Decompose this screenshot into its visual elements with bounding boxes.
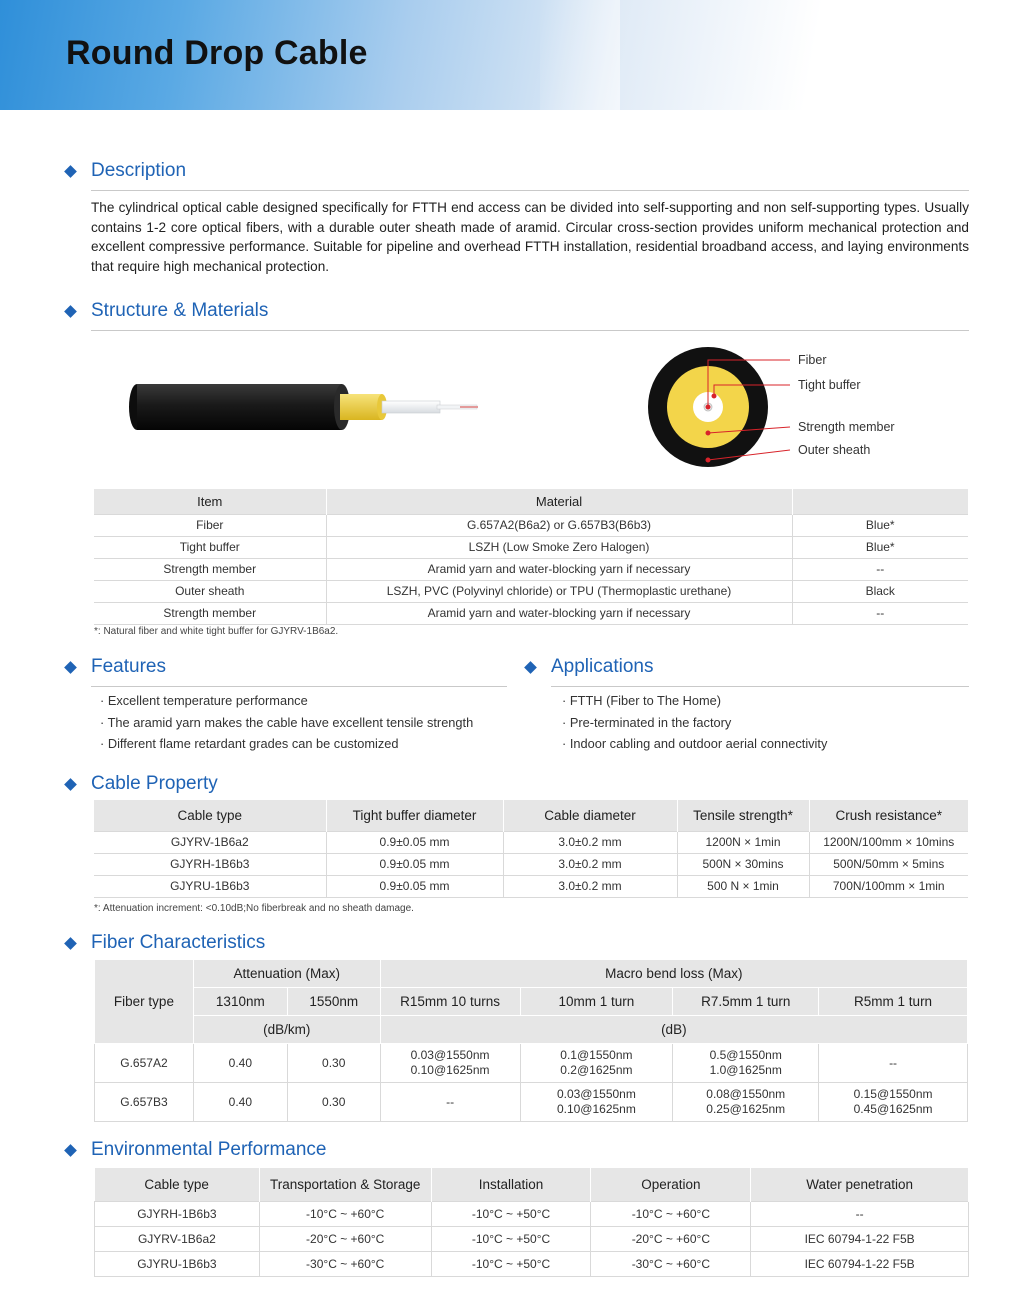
cell-line: 0.2@1625nm <box>560 1063 633 1077</box>
table-cell <box>673 1044 819 1083</box>
header-cell: Fiber type <box>95 960 194 1044</box>
cell-line: 0.03@1550nm <box>410 1048 490 1062</box>
header-cell: Operation <box>591 1168 751 1201</box>
list-item: · FTTH (Fiber to The Home) <box>562 690 827 712</box>
fiber-characteristics-table <box>94 959 968 1122</box>
cell-line: 0.15@1550nm <box>853 1087 933 1101</box>
table-cell: -- <box>792 602 968 624</box>
divider <box>91 190 969 191</box>
cell-line: 0.1@1550nm <box>560 1048 633 1062</box>
table-cell: 3.0±0.2 mm <box>503 831 677 853</box>
header-cell: Installation <box>431 1168 591 1201</box>
cell-line: -- <box>889 1055 898 1070</box>
header-cell: (dB/km) <box>193 1016 380 1044</box>
divider <box>551 686 969 687</box>
table-cell: -10°C ~ +60°C <box>259 1201 431 1226</box>
section-fiber-characteristics <box>66 932 265 954</box>
table-row <box>95 1044 968 1083</box>
table-row <box>94 536 968 558</box>
cell-line: 0.10@1625nm <box>410 1063 490 1077</box>
list-item: · Indoor cabling and outdoor aerial connectivity <box>562 733 827 755</box>
table-cell: Aramid yarn and water-blocking yarn if necessary <box>326 558 792 580</box>
header-cell: 10mm 1 turn <box>520 988 673 1016</box>
section-title: Structure & Materials <box>91 300 269 321</box>
diamond-bullet-icon <box>64 1144 77 1157</box>
diamond-bullet-icon <box>64 661 77 674</box>
table-cell: 0.30 <box>287 1083 380 1122</box>
header-cell: Item <box>94 489 326 514</box>
table-header-row <box>94 489 968 514</box>
table-cell: Aramid yarn and water-blocking yarn if necessary <box>326 602 792 624</box>
divider <box>91 686 507 687</box>
table-cell: Black <box>792 580 968 602</box>
table-cell: Fiber <box>94 514 326 536</box>
section-applications <box>526 656 653 678</box>
table-cell: Strength member <box>94 602 326 624</box>
section-title: Description <box>91 160 187 181</box>
table-cell: 3.0±0.2 mm <box>503 875 677 897</box>
materials-note: *: Natural fiber and white tight buffer for GJYRV-1B6a2. <box>94 626 339 637</box>
table-cell: 700N/100mm × 1min <box>809 875 968 897</box>
diamond-bullet-icon <box>64 937 77 950</box>
cell-line: 0.25@1625nm <box>706 1102 786 1116</box>
table-cell: -10°C ~ +60°C <box>591 1201 751 1226</box>
list-item: · The aramid yarn makes the cable have excellent tensile strength <box>100 712 473 734</box>
table-row <box>94 853 968 875</box>
table-cell: LSZH (Low Smoke Zero Halogen) <box>326 536 792 558</box>
table-cell: Outer sheath <box>94 580 326 602</box>
description-text: The cylindrical optical cable designed specifically for FTTH end access can be divided into self-supporting and non self-supporting types. Usually contains 1-2 core optical fibers, with a durable outer sheath made of aramid. Circular cross-section provides uniform mechanical protection and excellent compressive performance. Suitable for pipeline and overhead FTTH installation, residential broadband access, and laying environments that require high mechanical protection. <box>91 200 969 274</box>
table-cell: GJYRV-1B6a2 <box>95 1226 260 1251</box>
table-cell: 0.9±0.05 mm <box>326 853 503 875</box>
header-cell: Cable type <box>94 800 326 831</box>
table-cell <box>673 1083 819 1122</box>
table-cell: GJYRU-1B6b3 <box>94 875 326 897</box>
header-cell: Cable type <box>95 1168 260 1201</box>
table-cell: G.657A2(B6a2) or G.657B3(B6b3) <box>326 514 792 536</box>
header-cell: Tight buffer diameter <box>326 800 503 831</box>
header-cell: (dB) <box>380 1016 967 1044</box>
table-cell <box>380 1044 520 1083</box>
header-cell: Material <box>326 489 792 514</box>
table-cell: -20°C ~ +60°C <box>259 1226 431 1251</box>
cell-line: 0.03@1550nm <box>556 1087 636 1101</box>
cell-line: -- <box>446 1094 455 1109</box>
section-features <box>66 656 166 678</box>
table-row <box>95 1201 969 1226</box>
table-cell: LSZH, PVC (Polyvinyl chloride) or TPU (Thermoplastic urethane) <box>326 580 792 602</box>
table-cell: -10°C ~ +50°C <box>431 1201 591 1226</box>
table-cell: IEC 60794-1-22 F5B <box>751 1226 969 1251</box>
table-cell <box>819 1044 968 1083</box>
section-structure <box>66 300 268 322</box>
header-cell: Cable diameter <box>503 800 677 831</box>
table-cell: -30°C ~ +60°C <box>259 1251 431 1276</box>
features-list <box>100 690 473 755</box>
table-cell: 500 N × 1min <box>677 875 809 897</box>
header-cell: Tensile strength* <box>677 800 809 831</box>
cell-line: 0.10@1625nm <box>556 1102 636 1116</box>
section-title: Fiber Characteristics <box>91 932 266 953</box>
diamond-bullet-icon <box>64 305 77 318</box>
section-title: Features <box>91 656 166 677</box>
table-row <box>94 558 968 580</box>
table-cell: Strength member <box>94 558 326 580</box>
table-cell: 500N/50mm × 5mins <box>809 853 968 875</box>
table-row <box>95 1083 968 1122</box>
diamond-bullet-icon <box>64 778 77 791</box>
label-strength-member: Strength member <box>798 420 895 434</box>
cable-property-note: *: Attenuation increment: <0.10dB;No fiberbreak and no sheath damage. <box>94 903 414 914</box>
table-cell: 0.30 <box>287 1044 380 1083</box>
table-cell: -20°C ~ +60°C <box>591 1226 751 1251</box>
table-cell: G.657B3 <box>95 1083 194 1122</box>
header-cell: Transportation & Storage <box>259 1168 431 1201</box>
label-fiber: Fiber <box>798 353 827 367</box>
page-title: Round Drop Cable <box>66 34 368 72</box>
section-title: Environmental Performance <box>91 1139 327 1160</box>
list-item: · Pre-terminated in the factory <box>562 712 827 734</box>
table-cell: Blue* <box>792 514 968 536</box>
cell-line: 0.08@1550nm <box>706 1087 786 1101</box>
diamond-bullet-icon <box>524 661 537 674</box>
list-item: · Excellent temperature performance <box>100 690 473 712</box>
table-cell: Blue* <box>792 536 968 558</box>
table-cell: 3.0±0.2 mm <box>503 853 677 875</box>
table-header-row <box>95 1016 968 1044</box>
table-cell: 0.40 <box>193 1083 287 1122</box>
diamond-bullet-icon <box>64 165 77 178</box>
table-cell: -- <box>751 1201 969 1226</box>
section-title: Applications <box>551 656 654 677</box>
table-row <box>95 1226 969 1251</box>
section-environmental <box>66 1139 327 1161</box>
table-header-row <box>94 800 968 831</box>
cable-side-view-image <box>125 370 485 450</box>
table-cell: GJYRH-1B6b3 <box>95 1201 260 1226</box>
table-cell <box>819 1083 968 1122</box>
cell-line: 0.45@1625nm <box>853 1102 933 1116</box>
table-header-row <box>95 960 968 988</box>
header-cell: R15mm 10 turns <box>380 988 520 1016</box>
cell-line: 0.5@1550nm <box>709 1048 782 1062</box>
label-tight-buffer: Tight buffer <box>798 378 861 392</box>
list-item: · Different flame retardant grades can be customized <box>100 733 473 755</box>
header-cell <box>792 489 968 514</box>
table-cell <box>520 1083 673 1122</box>
table-cell: G.657A2 <box>95 1044 194 1083</box>
divider <box>91 330 969 331</box>
table-cell: 0.40 <box>193 1044 287 1083</box>
table-cell: GJYRH-1B6b3 <box>94 853 326 875</box>
cable-property-table <box>94 800 968 898</box>
table-row <box>94 580 968 602</box>
table-cell: -30°C ~ +60°C <box>591 1251 751 1276</box>
section-title: Cable Property <box>91 773 218 794</box>
section-cable-property <box>66 773 218 795</box>
table-cell: 0.9±0.05 mm <box>326 875 503 897</box>
table-cell: -- <box>792 558 968 580</box>
cell-line: 1.0@1625nm <box>709 1063 782 1077</box>
section-description <box>66 160 186 182</box>
materials-table <box>94 489 968 625</box>
header-cell: Crush resistance* <box>809 800 968 831</box>
table-header-row <box>95 1168 969 1201</box>
table-row <box>94 875 968 897</box>
table-header-row <box>95 988 968 1016</box>
header-cell: Attenuation (Max) <box>193 960 380 988</box>
table-cell <box>380 1083 520 1122</box>
table-cell: GJYRV-1B6a2 <box>94 831 326 853</box>
table-row <box>94 514 968 536</box>
header-cell: Water penetration <box>751 1168 969 1201</box>
table-cell: IEC 60794-1-22 F5B <box>751 1251 969 1276</box>
header-cell: R7.5mm 1 turn <box>673 988 819 1016</box>
environmental-table <box>94 1168 969 1277</box>
header-cell: Macro bend loss (Max) <box>380 960 967 988</box>
table-cell: Tight buffer <box>94 536 326 558</box>
header-cell: 1310nm <box>193 988 287 1016</box>
table-cell: 1200N/100mm × 10mins <box>809 831 968 853</box>
table-row <box>94 602 968 624</box>
applications-list <box>562 690 827 755</box>
header-cell: 1550nm <box>287 988 380 1016</box>
table-cell: -10°C ~ +50°C <box>431 1226 591 1251</box>
table-cell: 1200N × 1min <box>677 831 809 853</box>
header-cell: R5mm 1 turn <box>819 988 968 1016</box>
table-cell: GJYRU-1B6b3 <box>95 1251 260 1276</box>
table-cell: -10°C ~ +50°C <box>431 1251 591 1276</box>
table-cell: 0.9±0.05 mm <box>326 831 503 853</box>
table-row <box>94 831 968 853</box>
table-cell <box>520 1044 673 1083</box>
table-cell: 500N × 30mins <box>677 853 809 875</box>
table-row <box>95 1251 969 1276</box>
label-outer-sheath: Outer sheath <box>798 443 871 457</box>
